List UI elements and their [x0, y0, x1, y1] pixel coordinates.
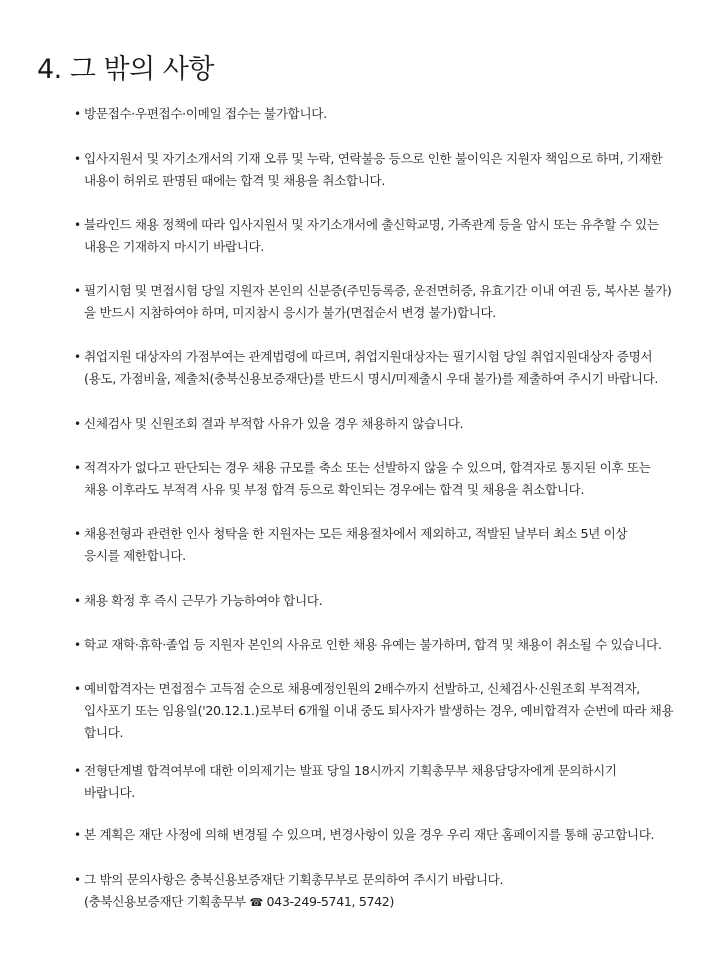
item-text: 입사지원서 및 자기소개서의 기재 오류 및 누락, 연락불응 등으로 인한 불이익은 지원자 책임으로 하며, 기재한 [84, 151, 663, 166]
list-item [74, 678, 714, 744]
bullet: • [74, 152, 81, 166]
bullet: • [74, 764, 81, 778]
phone-icon: ☎ [249, 896, 263, 909]
list-item [74, 214, 714, 258]
item-text: 신체검사 및 신원조회 결과 부적합 사유가 있을 경우 채용하지 않습니다. [84, 416, 464, 431]
list-item [74, 760, 714, 804]
item-text: 본 계획은 재단 사정에 의해 변경될 수 있으며, 변경사항이 있을 경우 우리 재단 홈페이지를 통해 공고합니다. [84, 827, 655, 842]
list-item [74, 457, 714, 501]
item-text: 응시를 제한합니다. [84, 548, 186, 563]
list-item [74, 103, 714, 125]
item-text: 입사포기 또는 임용일('20.12.1.)로부터 6개월 이내 중도 퇴사자가 발생하는 경우, 예비합격자 순번에 따라 채용 [84, 703, 674, 718]
contact-line [84, 891, 714, 914]
item-text: 채용 확정 후 즉시 근무가 가능하여야 합니다. [84, 593, 323, 608]
item-text: 학교 재학·휴학·졸업 등 지원자 본인의 사유로 인한 채용 유예는 불가하며, 합격 및 채용이 취소될 수 있습니다. [84, 637, 662, 652]
bullet: • [74, 417, 81, 431]
list-item [74, 148, 714, 192]
item-text: (용도, 가점비율, 제출처(충북신용보증재단)를 반드시 명시/미제출시 우대 불가)를 제출하여 주시기 바랍니다. [84, 371, 659, 386]
item-text: 바랍니다. [84, 785, 135, 800]
list-item [74, 824, 714, 846]
item-text: 그 밖의 문의사항은 충북신용보증재단 기획총무부로 문의하여 주시기 바랍니다. [84, 872, 504, 887]
item-text: 취업지원 대상자의 가점부여는 관계법령에 따르며, 취업지원대상자는 필기시험 당일 취업지원대상자 증명서 [84, 349, 653, 364]
item-text: 채용전형과 관련한 인사 청탁을 한 지원자는 모든 채용절차에서 제외하고, 적발된 날부터 최소 5년 이상 [84, 526, 628, 541]
bullet: • [74, 218, 81, 232]
bullet: • [74, 873, 81, 887]
bullet: • [74, 461, 81, 475]
bullet: • [74, 828, 81, 842]
item-text: 방문접수·우편접수·이메일 접수는 불가합니다. [84, 106, 327, 121]
list-item [74, 634, 714, 656]
item-text: 예비합격자는 면접점수 고득점 순으로 채용예정인원의 2배수까지 선발하고, 신체검사·신원조회 부적격자, [84, 681, 640, 696]
list-item [74, 869, 714, 914]
item-text: 합니다. [84, 725, 124, 740]
item-text: 을 반드시 지참하여야 하며, 미지참시 응시가 불가(면접순서 변경 불가)합니다. [84, 305, 496, 320]
list-item [74, 413, 714, 435]
item-text: 내용이 허위로 판명된 때에는 합격 및 채용을 취소합니다. [84, 173, 385, 188]
item-text: 채용 이후라도 부적격 사유 및 부정 합격 등으로 확인되는 경우에는 합격 및 채용을 취소합니다. [84, 482, 585, 497]
contact-numbers: 043-249-5741, 5742) [266, 894, 395, 909]
section-title: 4. 그 밖의 사항 [37, 54, 214, 85]
bullet: • [74, 107, 81, 121]
bullet: • [74, 638, 81, 652]
bullet: • [74, 284, 81, 298]
bullet: • [74, 594, 81, 608]
bullet: • [74, 350, 81, 364]
item-text: 적격자가 없다고 판단되는 경우 채용 규모를 축소 또는 선발하지 않을 수 있으며, 합격자로 통지된 이후 또는 [84, 460, 651, 475]
list-item [74, 280, 714, 324]
bullet: • [74, 682, 81, 696]
contact-prefix: (충북신용보증재단 기획총무부 [84, 894, 246, 909]
list-item [74, 590, 714, 612]
item-text: 내용은 기재하지 마시기 바랍니다. [84, 239, 265, 254]
item-text: 블라인드 채용 정책에 따라 입사지원서 및 자기소개서에 출신학교명, 가족관계 등을 암시 또는 유추할 수 있는 [84, 217, 659, 232]
list-item [74, 523, 714, 567]
item-text: 전형단계별 합격여부에 대한 이의제기는 발표 당일 18시까지 기획총무부 채용담당자에게 문의하시기 [84, 763, 617, 778]
bullet: • [74, 527, 81, 541]
item-text: 필기시험 및 면접시험 당일 지원자 본인의 신분증(주민등록증, 운전면허증, 유효기간 이내 여권 등, 복사본 불가) [84, 283, 672, 298]
list-item [74, 346, 714, 390]
